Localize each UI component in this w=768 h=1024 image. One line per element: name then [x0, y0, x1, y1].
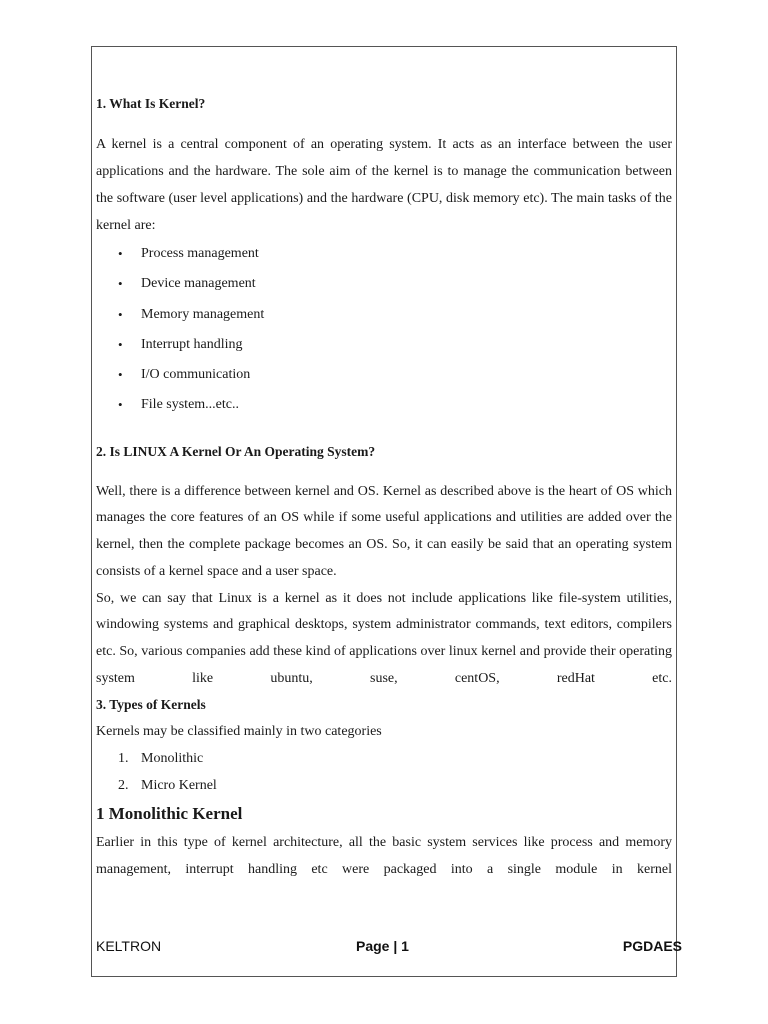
bullet-icon: • — [118, 336, 123, 352]
bullet-icon: • — [118, 276, 123, 292]
list-item: • Interrupt handling — [96, 330, 672, 360]
paragraph-linux-is-kernel: So, we can say that Linux is a kernel as it does not include applications like file-system utilities, windowing systems and graphical desktops, system administrator commands, text editors, compilers etc. So, various companies add these kind of applications over linux kernel and provide their operating system like ubuntu, suse, centOS, redHat etc. — [96, 590, 672, 686]
list-item: • File system...etc.. — [96, 390, 672, 420]
list-item: • I/O communication — [96, 360, 672, 390]
kernel-types-list — [96, 745, 672, 799]
kernel-tasks-list — [96, 239, 672, 421]
heading-what-is-kernel: 1. What Is Kernel? — [96, 96, 206, 111]
list-item: 1. Monolithic — [118, 751, 204, 767]
page-footer — [96, 938, 680, 960]
page-number: Page | 1 — [356, 938, 409, 954]
bullet-icon: • — [118, 246, 123, 261]
bullet-icon: • — [118, 397, 123, 413]
heading-types-of-kernels: 3. Types of Kernels — [96, 697, 206, 713]
heading-monolithic-kernel: 1 Monolithic Kernel — [96, 804, 243, 824]
footer-left: KELTRON — [96, 938, 162, 954]
list-item: • Memory management — [96, 300, 672, 330]
bullet-icon: • — [118, 306, 123, 322]
document-body — [96, 90, 672, 883]
bullet-icon: • — [118, 367, 123, 383]
paragraph-kernel-definition: A kernel is a central component of an operating system. It acts as an interface between the user applications and the hardware. The sole aim of the kernel is to manage the communication between the software (user level applications) and the hardware (CPU, disk memory etc). The main tasks of the kernel are: — [96, 137, 672, 233]
paragraph-kernel-categories: Kernels may be classified mainly in two categories — [96, 724, 382, 740]
paragraph-kernel-vs-os: Well, there is a difference between kernel and OS. Kernel as described above is the heart of OS which manages the core features of an OS while if some useful applications and utilities are added over the kernel, then the complete package becomes an OS. So, it can easily be said that an operating system consists of a kernel space and a user space. — [96, 483, 672, 579]
list-item: 2. Micro Kernel — [118, 778, 217, 794]
heading-linux-kernel-or-os: 2. Is LINUX A Kernel Or An Operating System? — [96, 443, 376, 459]
paragraph-monolithic-kernel: Earlier in this type of kernel architecture, all the basic system services like process and memory management, interrupt handling etc were packaged into a single module in kernel — [96, 835, 672, 878]
list-item: • Device management — [96, 269, 672, 299]
footer-right: PGDAES — [622, 938, 682, 954]
list-item: • Process management — [96, 239, 672, 269]
